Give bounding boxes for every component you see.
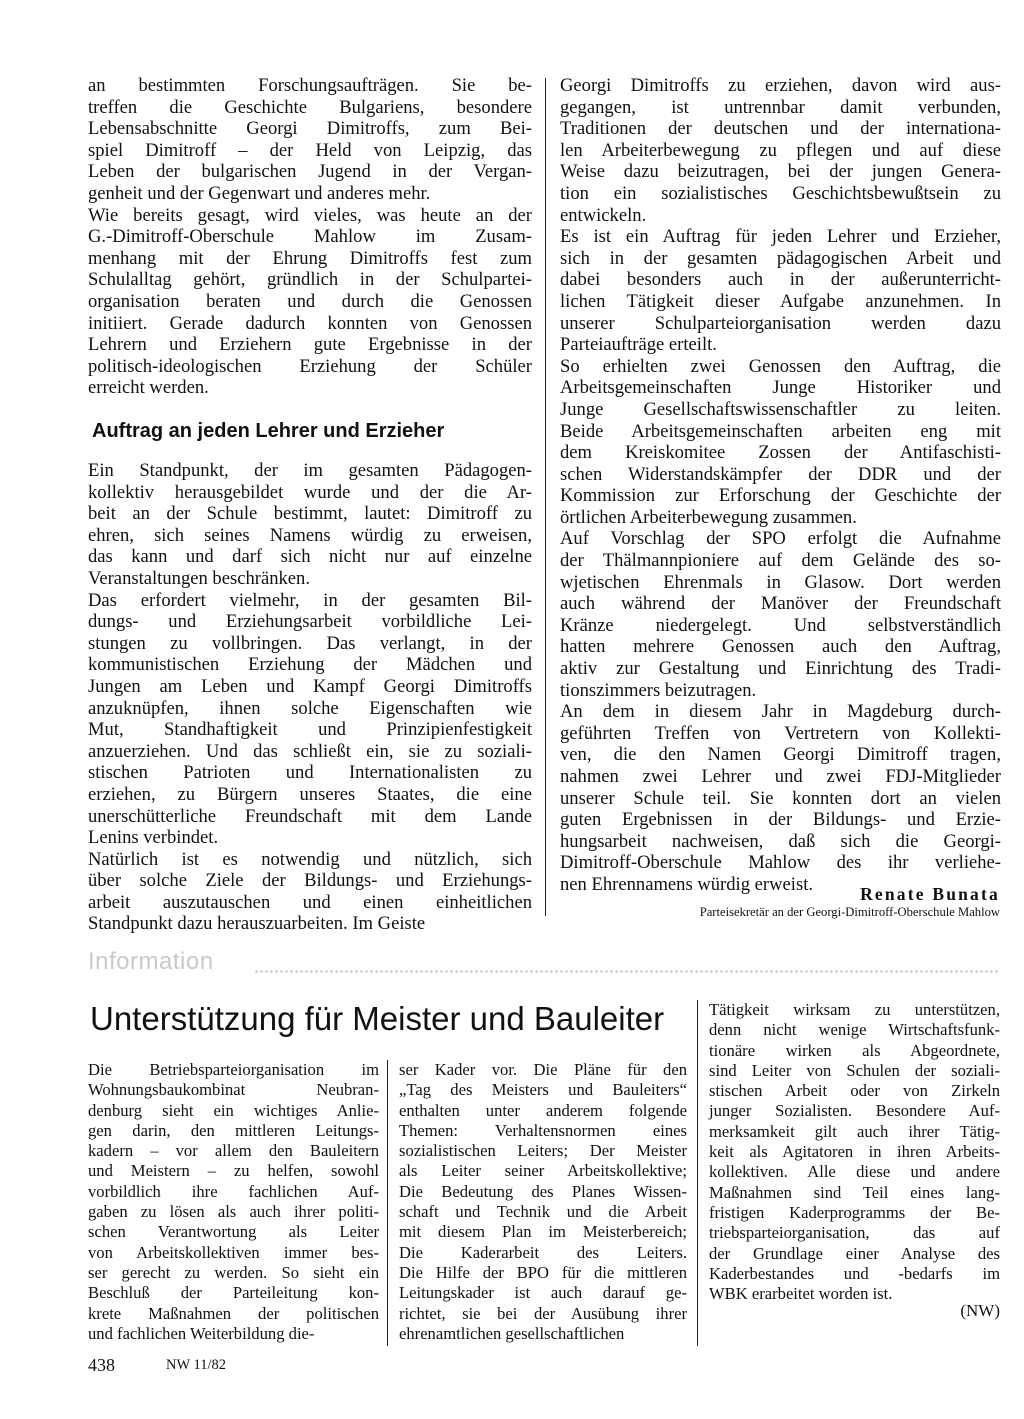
text-line: Standpunkt dazu herauszuarbeiten. Im Geiste: [88, 913, 426, 935]
text-line: stischen Patrioten und Internationalisten zu: [88, 762, 532, 784]
text-line: stungen zu vollbringen. Das verlangt, in der: [88, 632, 532, 654]
text-line: nen Ehrennamens würdig erweist.: [560, 873, 814, 895]
text-line: Schulalltag gehört, gründlich in der Schulpartei-: [88, 269, 532, 291]
text-line: Junge Gesellschaftswissenschaftler zu leiten.: [560, 398, 1001, 420]
text-line: gegangen, ist untrennbar damit verbunden,: [560, 96, 1001, 118]
text-line: und fachlichen Weiterbildung die-: [88, 1323, 315, 1343]
author-name: Renate Bunata: [860, 884, 1000, 904]
text-line: Lenins verbindet.: [88, 827, 219, 849]
text-line: Mut, Standhaftigkeit und Prinzipienfestigkeit: [88, 719, 532, 741]
text-line: vorbildlich ihre fachlichen Auf-: [88, 1181, 379, 1201]
text-line: schen Verantwortung als Leiter: [88, 1222, 379, 1242]
text-line: erreicht werden.: [88, 377, 209, 399]
text-line: örtlichen Arbeiterbewegung zusammen.: [560, 506, 857, 528]
text-line: beit an der Schule bestimmt, lautet: Dimitroff zu: [88, 503, 532, 525]
text-line: Traditionen der deutschen und der internationa-: [560, 118, 1001, 140]
text-line: aktiv zur Gestaltung und Einrichtung des Tradi-: [560, 658, 1001, 680]
text-line: dem Kreiskomitee Zossen der Antifaschisti-: [560, 442, 1001, 464]
text-line: anzuerziehen. Und das schließt ein, sie zu soziali-: [88, 740, 532, 762]
text-line: menhang mit der Ehrung Dimitroffs fest zum: [88, 247, 532, 269]
text-line: denn nicht wenige Wirtschaftsfunk-: [709, 1020, 1000, 1040]
text-line: Maßnahmen sind Teil eines lang-: [709, 1182, 1000, 1202]
text-line: entwickeln.: [560, 204, 647, 226]
issue-label: NW 11/82: [166, 1357, 227, 1373]
text-line: ehren, sich seines Namens würdig zu erweisen,: [88, 524, 532, 546]
text-line: fristigen Kaderprogramms der Be-: [709, 1202, 1000, 1222]
text-line: tionszimmers beizutragen.: [560, 679, 757, 701]
text-line: Auf Vorschlag der SPO erfolgt die Aufnahme: [560, 528, 1001, 550]
text-line: Die Bedeutung des Planes Wissen-: [399, 1181, 687, 1201]
author-role: Parteisekretär an der Georgi-Dimitroff-Oberschule Mahlow: [699, 905, 1000, 919]
text-line: tionäre wirken als Abgeordnete,: [709, 1040, 1000, 1060]
text-line: gaben zu lösen als auch ihrer politi-: [88, 1202, 379, 1222]
text-line: Ein Standpunkt, der im gesamten Pädagogen-: [88, 460, 532, 481]
text-line: kadern – vor allem den Bauleitern: [88, 1141, 379, 1161]
text-line: sind Leiter von Schulen der soziali-: [709, 1060, 1000, 1080]
signoff: (NW): [960, 1301, 1000, 1320]
text-line: G.-Dimitroff-Oberschule Mahlow im Zusam-: [88, 226, 532, 248]
text-line: guten Ergebnissen in der Bildungs- und Erzie-: [560, 809, 1001, 831]
text-line: An dem in diesem Jahr in Magdeburg durch-: [560, 701, 1001, 723]
column-divider: [387, 1060, 388, 1346]
text-line: geführten Treffen von Vertretern von Kollekti-: [560, 722, 1001, 744]
text-line: Kaderbestandes und -bedarfs im: [709, 1263, 1000, 1283]
text-line: unserer Schulparteiorganisation werden dazu: [560, 312, 1001, 334]
text-line: ven, die den Namen Georgi Dimitroff tragen,: [560, 744, 1001, 766]
text-line: schen Widerstandskämpfer der DDR und der: [560, 463, 1001, 485]
text-line: Die Betriebsparteiorganisation im: [88, 1060, 379, 1079]
text-line: Natürlich ist es notwendig und nützlich, sich: [88, 848, 532, 870]
text-line: Die Kaderarbeit des Leiters.: [399, 1242, 687, 1262]
text-line: Die Hilfe der BPO für die mittleren: [399, 1262, 687, 1282]
section-label: Information: [88, 948, 214, 975]
text-line: len Arbeiterbewegung zu pflegen und auf diese: [560, 139, 1001, 161]
text-line: organisation beraten und durch die Genossen: [88, 290, 532, 312]
text-line: Lehrern und Erziehern gute Ergebnisse in der: [88, 334, 532, 356]
text-line: lichen Tätigkeit dieser Aufgabe anzunehmen. In: [560, 290, 1001, 312]
article1-column2: [560, 75, 1001, 896]
section-heading: Auftrag an jeden Lehrer und Erzieher: [92, 420, 445, 442]
text-line: Arbeitsgemeinschaften Junge Historiker und: [560, 377, 1001, 399]
text-line: denburg sieht ein wichtiges Anlie-: [88, 1100, 379, 1120]
text-line: merksamkeit gilt auch ihrer Tätig-: [709, 1121, 1000, 1141]
text-line: schaft und Technik und die Arbeit: [399, 1202, 687, 1222]
text-line: dungs- und Erziehungsarbeit vorbildliche Lei-: [88, 611, 532, 633]
text-line: mit diesem Plan im Meisterbereich;: [399, 1222, 687, 1242]
article1-column1-top: [88, 75, 532, 399]
text-line: Weise dazu beizutragen, bei der jungen Genera-: [560, 161, 1001, 183]
text-line: richtet, sie bei der Ausübung ihrer: [399, 1303, 687, 1323]
article2-column1: [88, 1060, 379, 1344]
text-line: anzuknüpfen, ihnen solche Eigenschaften wie: [88, 697, 532, 719]
text-line: Parteiaufträge erteilt.: [560, 334, 717, 356]
text-line: So erhielten zwei Genossen den Auftrag, die: [560, 355, 1001, 377]
text-line: als Leiter seiner Arbeitskollektive;: [399, 1161, 687, 1181]
text-line: sozialistischen Leiters; Der Meister: [399, 1141, 687, 1161]
text-line: ehrenamtlichen gesellschaftlichen: [399, 1323, 625, 1343]
dotted-rule: [254, 970, 1000, 973]
text-line: keit als Agitatoren in ihren Arbeits-: [709, 1142, 1000, 1162]
text-line: Leben der bulgarischen Jugend in der Vergan-: [88, 161, 532, 183]
information-band: [88, 948, 1000, 982]
text-line: ser Kader vor. Die Pläne für den: [399, 1060, 687, 1079]
text-line: spiel Dimitroff – der Held von Leipzig, das: [88, 139, 532, 161]
text-line: gen darin, den mittleren Leitungs-: [88, 1120, 379, 1140]
text-line: von Arbeitskollektiven immer bes-: [88, 1242, 379, 1262]
text-line: Leitungskader ist auch darauf ge-: [399, 1283, 687, 1303]
text-line: enthalten unter anderem folgende: [399, 1100, 687, 1120]
text-line: ser gerecht zu werden. So sieht ein: [88, 1262, 379, 1282]
text-line: Jungen am Leben und Kampf Georgi Dimitroffs: [88, 675, 532, 697]
text-line: kollektiv herausgebildet wurde und der die Ar-: [88, 481, 532, 503]
text-line: krete Maßnahmen der politischen: [88, 1303, 379, 1323]
page-number: 438: [88, 1355, 115, 1375]
text-line: triebsparteiorganisation, das auf: [709, 1223, 1000, 1243]
text-line: WBK erarbeitet worden ist.: [709, 1284, 893, 1304]
text-line: genheit und der Gegenwart und anderes mehr.: [88, 182, 431, 204]
text-line: tion ein sozialistisches Geschichtsbewußtsein zu: [560, 182, 1001, 204]
article2-column3: [709, 1000, 1000, 1304]
text-line: sich in der gesamten pädagogischen Arbeit und: [560, 247, 1001, 269]
column-divider: [697, 1000, 698, 1346]
text-line: Wohnungsbaukombinat Neubran-: [88, 1080, 379, 1100]
text-line: hatten mehrere Genossen auch den Auftrag,: [560, 636, 1001, 658]
text-line: Georgi Dimitroffs zu erziehen, davon wird aus-: [560, 75, 1001, 96]
text-line: wjetischen Ehrenmals in Glasow. Dort werden: [560, 571, 1001, 593]
text-line: erziehen, zu Bürgern unseres Staates, die eine: [88, 783, 532, 805]
article2-title: Unterstützung für Meister und Bauleiter: [90, 1000, 665, 1037]
text-line: über solche Ziele der Bildungs- und Erziehungs-: [88, 870, 532, 892]
text-line: unserer Schule teil. Sie konnten dort an vielen: [560, 787, 1001, 809]
text-line: arbeit auszutauschen und einen einheitlichen: [88, 891, 532, 913]
text-line: Veranstaltungen beschränken.: [88, 567, 311, 589]
text-line: unerschütterliche Freundschaft mit dem Lande: [88, 805, 532, 827]
text-line: auch während der Manöver der Freundschaft: [560, 593, 1001, 615]
text-line: kollektiven. Alle diese und andere: [709, 1162, 1000, 1182]
text-line: Das erfordert vielmehr, in der gesamten Bil-: [88, 589, 532, 611]
text-line: initiiert. Gerade dadurch konnten von Genossen: [88, 312, 532, 334]
text-line: Kommission zur Erforschung der Geschichte der: [560, 485, 1001, 507]
text-line: Tätigkeit wirksam zu unterstützen,: [709, 1000, 1000, 1019]
text-line: nahmen zwei Lehrer und zwei FDJ-Mitglieder: [560, 766, 1001, 787]
text-line: hungsarbeit nachweisen, daß sich die Georgi-: [560, 830, 1001, 852]
text-line: Wie bereits gesagt, wird vieles, was heute an der: [88, 204, 532, 226]
text-line: Es ist ein Auftrag für jeden Lehrer und Erzieher,: [560, 226, 1001, 248]
text-line: stischen Arbeit oder von Zirkeln: [709, 1081, 1000, 1101]
text-line: Beschluß der Parteileitung kon-: [88, 1283, 379, 1303]
text-line: politisch-ideologischen Erziehung der Schüler: [88, 355, 532, 377]
text-line: dabei besonders auch in der außerunterricht-: [560, 269, 1001, 291]
column-divider: [545, 78, 546, 916]
article1-column1-bottom: [88, 460, 532, 935]
article2-column2: [399, 1060, 687, 1344]
text-line: und Meistern – zu helfen, sowohl: [88, 1161, 379, 1181]
text-line: Kränze niedergelegt. Und selbstverständlich: [560, 614, 1001, 636]
text-line: an bestimmten Forschungsaufträgen. Sie be-: [88, 75, 532, 96]
text-line: der Grundlage einer Analyse des: [709, 1243, 1000, 1263]
text-line: der Thälmannpioniere auf dem Gelände des so-: [560, 550, 1001, 572]
text-line: das kann und darf sich nicht nur auf einzelne: [88, 546, 532, 568]
text-line: Dimitroff-Oberschule Mahlow des ihr verliehe-: [560, 852, 1001, 874]
text-line: Lebensabschnitte Georgi Dimitroffs, zum Bei-: [88, 118, 532, 140]
text-line: kommunistischen Erziehung der Mädchen und: [88, 654, 532, 676]
text-line: Beide Arbeitsgemeinschaften arbeiten eng mit: [560, 420, 1001, 442]
text-line: „Tag des Meisters und Bauleiters“: [399, 1080, 687, 1100]
text-line: treffen die Geschichte Bulgariens, besondere: [88, 96, 532, 118]
text-line: junger Sozialisten. Besondere Auf-: [709, 1101, 1000, 1121]
text-line: Themen: Verhaltensnormen eines: [399, 1120, 687, 1140]
